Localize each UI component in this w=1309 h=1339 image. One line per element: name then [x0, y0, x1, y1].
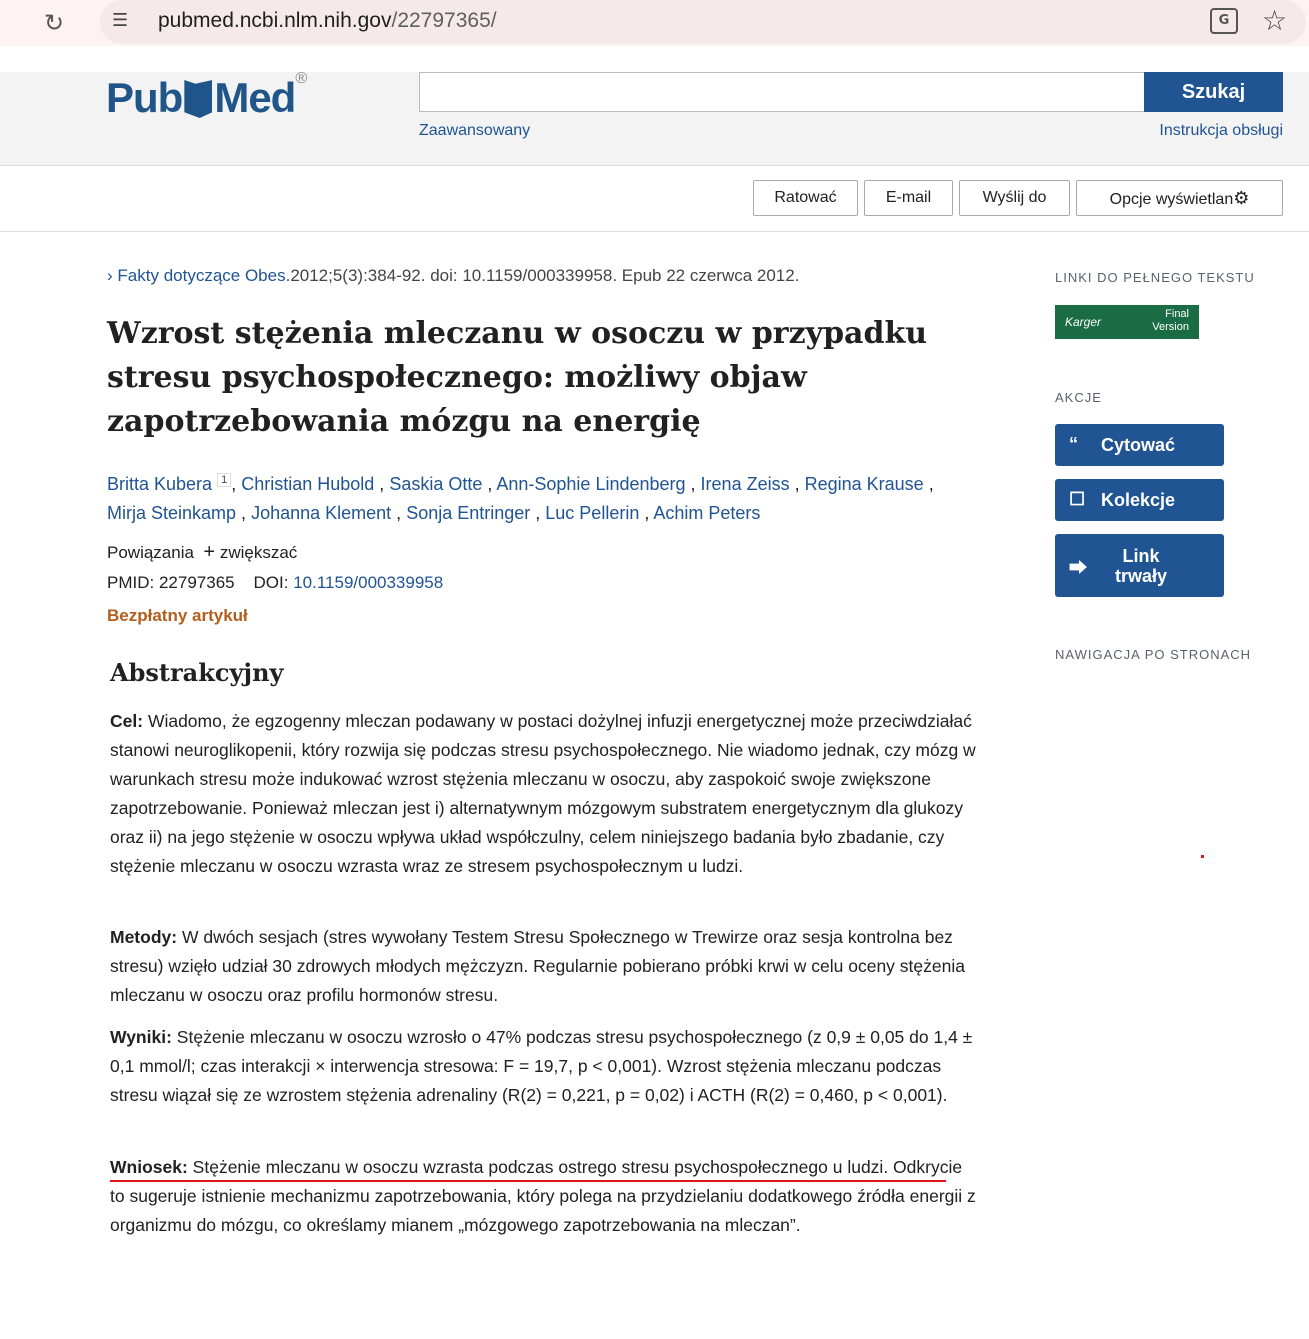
- logo-text-pub: Pub: [106, 74, 183, 121]
- author-link[interactable]: Regina Krause: [804, 474, 924, 494]
- actions-heading: AKCJE: [1055, 390, 1102, 405]
- share-icon: ⮕: [1069, 558, 1087, 578]
- section-label: Wyniki:: [110, 1027, 172, 1047]
- logo-registered: ®: [295, 70, 307, 87]
- doi-link[interactable]: 10.1159/000339958: [293, 573, 444, 592]
- search-input[interactable]: [419, 72, 1145, 112]
- article-title: Wzrost stężenia mleczanu w osoczu w przypadku stresu psychospołecznego: możliwy objaw zapotrzebowania mózgu na energię: [107, 316, 928, 439]
- bookmark-star-icon[interactable]: ☆: [1262, 4, 1288, 37]
- affiliation-marker[interactable]: 1: [217, 473, 231, 487]
- plus-icon: +: [203, 541, 216, 563]
- abstract-section-conclusion: [110, 1153, 976, 1240]
- url-host: pubmed.ncbi.nlm.nih.gov: [158, 9, 392, 32]
- full-text-links-heading: LINKI DO PEŁNEGO TEKSTU: [1055, 270, 1255, 285]
- save-button[interactable]: Ratować: [753, 180, 858, 216]
- section-text: W dwóch sesjach (stres wywołany Testem Stresu Społecznego w Trewirze oraz sesja kontrolna bez stresu) wzięło udział 30 zdrowych młodych mężczyzn. Regularnie pobierano próbki krwi w celu oceny stężenia mleczanu w osoczu oraz profilu hormonów stresu.: [110, 927, 965, 1005]
- karger-final-label: Final Version: [1152, 308, 1189, 333]
- book-icon: [184, 80, 212, 118]
- karger-full-text-link[interactable]: [1055, 305, 1199, 339]
- pmid-value: 22797365: [158, 573, 235, 592]
- abstract-section-methods: [110, 923, 976, 1010]
- free-article-badge: Bezpłatny artykuł: [107, 606, 248, 625]
- author-link[interactable]: Saskia Otte: [389, 474, 483, 494]
- url-text[interactable]: [158, 9, 497, 33]
- send-to-button[interactable]: Wyślij do: [959, 180, 1070, 216]
- abstract-heading: Abstrakcyjny: [110, 658, 284, 687]
- collections-button[interactable]: [1055, 479, 1224, 521]
- permalink-label: Link trwały: [1114, 546, 1168, 586]
- doi-label: DOI:: [253, 573, 289, 592]
- permalink-button[interactable]: [1055, 534, 1224, 597]
- section-label: Wniosek:: [110, 1157, 188, 1177]
- annotation-underline: [110, 1180, 946, 1182]
- karger-label: Karger: [1065, 315, 1102, 329]
- pubmed-logo[interactable]: [106, 70, 307, 122]
- affiliations-row: [107, 541, 297, 564]
- advanced-search-link[interactable]: Zaawansowany: [419, 122, 531, 139]
- quote-icon: “: [1069, 434, 1078, 454]
- section-label: Metody:: [110, 927, 178, 947]
- email-button[interactable]: E-mail: [864, 180, 953, 216]
- journal-link[interactable]: Fakty dotyczące Obes.: [117, 266, 291, 285]
- identifiers-row: [107, 573, 443, 593]
- cite-button[interactable]: [1055, 424, 1224, 466]
- author-link[interactable]: Irena Zeiss: [700, 474, 790, 494]
- search-button[interactable]: Szukaj: [1144, 72, 1283, 112]
- author-link[interactable]: Christian Hubold: [241, 474, 375, 494]
- user-guide-link[interactable]: Instrukcja obsługi: [1159, 122, 1283, 139]
- section-text: Wiadomo, że egzogenny mleczan podawany w postaci dożylnej infuzji energetycznej może przeciwdziałać stanowi neuroglikopenii, który rozwija się podczas stresu psychospołecznego. Nie wiadomo jednak, czy mózg w warunkach stresu może indukować wzrost stężenia mleczanu w osoczu, aby zaspokoić swoje zwiększone zapotrzebowanie. Ponieważ mleczan jest i) alternatywnym mózgowym substratem energetycznym dla glukozy oraz ii) na jego stężenie w osoczu wpływa układ współczulny, celem niniejszego badania było zbadanie, czy stężenie mleczanu w osoczu wzrasta wraz ze stresem psychospołecznym u ludzi.: [110, 711, 976, 876]
- affiliations-label: Powiązania: [107, 543, 194, 562]
- chevron-right-icon[interactable]: ›: [107, 266, 113, 285]
- collections-label: Kolekcje: [1101, 490, 1176, 510]
- pmid-label: PMID:: [107, 573, 155, 592]
- display-options-label: Opcje wyświetlan: [1109, 191, 1234, 208]
- abstract-section-objective: [110, 707, 976, 881]
- site-settings-icon[interactable]: ☰: [112, 10, 129, 31]
- section-text: Stężenie mleczanu w osoczu wzrosło o 47% podczas stresu psychospołecznego (z 0,9 ± 0,05 do 1,4 ± 0,1 mmol/l; czas interakcji × interwencja stresowa: F = 19,7, p < 0,001). Wzrost stężenia mleczanu podczas stresu wiązał się ze wzrostem stężenia adrenaliny (R(2) = 0,221, p = 0,02) i ACTH (R(2) = 0,460, p < 0,001).: [110, 1027, 973, 1105]
- url-path: /22797365/: [391, 9, 497, 32]
- gear-icon: ⚙: [1233, 188, 1250, 208]
- reload-icon[interactable]: ↻: [44, 9, 65, 37]
- translate-icon[interactable]: G: [1210, 8, 1238, 34]
- page-navigation-heading: NAWIGACJA PO STRONACH: [1055, 647, 1252, 662]
- author-link[interactable]: Sonja Entringer: [406, 503, 531, 523]
- author-link[interactable]: Britta Kubera: [107, 474, 213, 494]
- section-text: Stężenie mleczanu w osoczu wzrasta podczas ostrego stresu psychospołecznego u ludzi. Odkrycie to sugeruje istnienie mechanizmu zapotrzebowania, który polega na przydzielaniu dodatkowego źródła energii z organizmu do mózgu, co określamy mianem „mózgowego zapotrzebowania na mleczan”.: [110, 1157, 976, 1235]
- author-link[interactable]: Ann-Sophie Lindenberg: [496, 474, 686, 494]
- expand-label: zwiększać: [219, 543, 298, 562]
- cite-label: Cytować: [1101, 435, 1176, 455]
- section-label: Cel:: [110, 711, 144, 731]
- display-options-button[interactable]: [1076, 180, 1283, 216]
- authors-list: Britta Kubera $^1$ , Christian Hubold , Saskia Otte , Ann-Sophie Lindenberg , Irena Zeiss , Regina Krause , Mirja Steinkamp , Johanna Klement , Sonja Entringer , Luc Pellerin , Achim Peters: [107, 474, 934, 523]
- logo-text-med: Med: [214, 74, 296, 121]
- annotation-dot: [1201, 855, 1204, 858]
- author-link[interactable]: Johanna Klement: [251, 503, 392, 523]
- expand-toggle[interactable]: [203, 543, 297, 562]
- journal-citation: [107, 266, 799, 286]
- author-link[interactable]: Achim Peters: [653, 503, 761, 523]
- author-link[interactable]: Mirja Steinkamp: [107, 503, 237, 523]
- abstract-section-results: [110, 1023, 976, 1110]
- author-link[interactable]: Luc Pellerin: [545, 503, 640, 523]
- citation-details: 2012;5(3):384-92. doi: 10.1159/000339958. Epub 22 czerwca 2012.: [290, 266, 800, 285]
- bookmark-icon: ☐: [1069, 489, 1086, 509]
